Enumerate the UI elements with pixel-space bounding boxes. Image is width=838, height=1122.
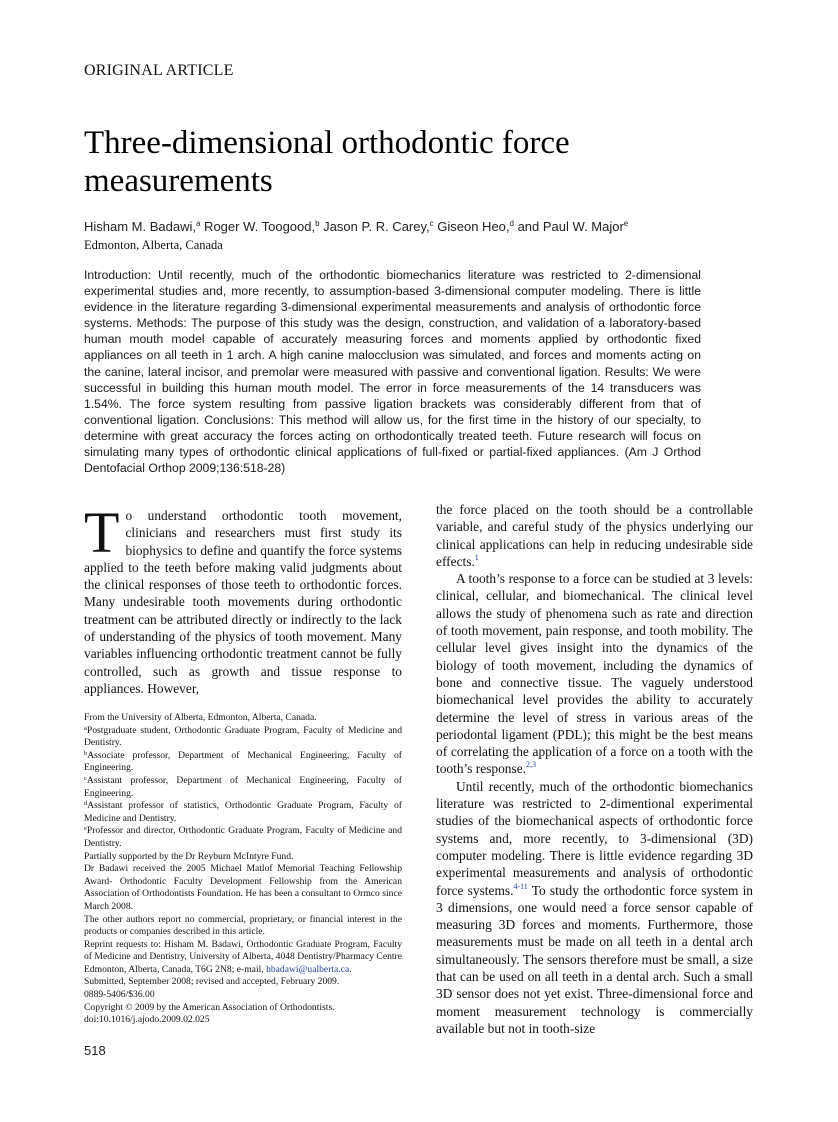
footnote-affiliation	[84, 750, 402, 775]
author-list	[84, 219, 628, 234]
author-name: Jason P. R. Carey,	[319, 219, 430, 234]
footnote-affiliation	[84, 775, 402, 800]
author-affiliation-mark: b	[315, 219, 320, 228]
author-affiliation-mark: a	[195, 219, 201, 228]
reference-link[interactable]: 4-11	[513, 881, 528, 891]
drop-cap: T	[84, 500, 120, 565]
footnote-affiliation	[84, 725, 402, 750]
affiliation-mark: c	[84, 774, 87, 782]
email-link[interactable]: hbadawi@ualberta.ca	[266, 963, 350, 975]
footnote-disclosure: The other authors report no commercial, proprietary, or financial interest in the products or companies described in this article.	[84, 913, 402, 938]
affiliation-mark: d	[84, 800, 88, 808]
paragraph-text: To study the orthodontic force system in 3 dimensions, one would need a force sensor capable of measuring 3D forces and moments. Furthermore, those measurements must be made on all teeth in a dental arch simultaneously. The sensors therefore must be small, a size that can be used on all teeth in a dental arch. Such a small 3D sensor does not yet exist. Three-dimensional force and moment measurement technology is commercially available but not in tooth-size	[436, 882, 753, 1036]
affiliation-mark: a	[84, 724, 87, 732]
footnote-submitted: Submitted, September 2008; revised and accepted, February 2009.	[84, 976, 340, 988]
footnote-funding: Partially supported by the Dr Reyburn McIntyre Fund.	[84, 850, 294, 862]
footnote-reprint	[84, 939, 402, 977]
reprint-text: Reprint requests to: Hisham M. Badawi, Orthodontic Graduate Program, Faculty of Medicine and Dentistry, University of Alberta, 4048 Dentistry/Pharmacy Centre Edmonton, Alberta, Canada, T6G 2N8; e-mail,	[84, 938, 402, 975]
footnote-affiliation	[84, 825, 402, 850]
affiliation-mark: e	[84, 825, 87, 833]
abstract: Introduction: Until recently, much of the orthodontic biomechanics literature was restricted to 2-dimensional experimental studies and, more recently, to assumption-based 3-dimensional computer modeling. There is little evidence in the literature regarding 3-dimensional experimental measurements and analysis of orthodontic force systems. Methods: The purpose of this study was the design, construction, and validation of a laboratory-based human mouth model capable of accurately measuring forces and moments applied by orthodontic fixed appliances on all teeth in 1 arch. A high canine malocclusion was simulated, and forces and moments acting on the canine, lateral incisor, and premolar were measured with passive and conventional ligation. Results: We were successful in building this human mouth model. The error in force measurements of the 14 transducers was 1.54%. The force system resulting from passive ligation brackets was considerably different from that of conventional ligation. Conclusions: This method will allow us, for the first time in the history of our specialty, to determine with great accuracy the forces acting on orthodontically treated teeth. Future research will focus on simulating many types of orthodontic clinical applications of full-fixed or partial-fixed appliances. (Am J Orthod Dentofacial Orthop 2009;136:518-28)	[84, 268, 701, 476]
paragraph	[436, 570, 753, 778]
body-column-left	[84, 500, 402, 697]
footnote-affiliation	[84, 800, 402, 825]
reference-link[interactable]: 1	[474, 552, 479, 562]
author-affiliation-mark: d	[509, 219, 514, 228]
author-name: and Paul W. Major	[513, 219, 624, 234]
page-number: 518	[84, 1043, 106, 1058]
paragraph-text: o understand orthodontic tooth movement, clinicians and researchers must first study its biophysics to define and quantify the force systems applied to the teeth before making valid judgments about the clinical responses of those teeth to orthodontic forces. Many undesirable tooth movements during orthodontic treatment can be attributed directly or indirectly to the lack of understanding of the physics of tooth movement. Many variables influencing orthodontic treatment cannot be fully controlled, such as growth and tissue response to appliances. However,	[84, 508, 402, 696]
reprint-text: .	[349, 963, 352, 975]
paragraph	[436, 501, 753, 570]
paragraph-text: A tooth’s response to a force can be studied at 3 levels: clinical, cellular, and biomechanical. The clinical level allows the study of phenomena such as rate and direction of tooth movement, pain response, and tooth mobility. The cellular level gives insight into the dynamics of the biology of tooth movement, including the dynamics of bone and connective tissue. The vaguely understood biomechanical level provides the ability to accurately determine the level of stress in various areas of the periodontal ligament (PDL); this might be the best means of correlating the application of a force on a tooth with the tooth’s response.	[436, 571, 753, 777]
author-location: Edmonton, Alberta, Canada	[84, 238, 223, 252]
intro-paragraph	[84, 500, 402, 697]
author-name: Roger W. Toogood,	[200, 219, 316, 234]
author-name: Hisham M. Badawi,	[84, 219, 196, 234]
affiliation-text: Associate professor, Department of Mechanical Engineering, Faculty of Engineering.	[84, 749, 402, 774]
footnote-price: 0889-5406/$36.00	[84, 989, 155, 1001]
author-name: Giseon Heo,	[433, 219, 510, 234]
reference-link[interactable]: 2,3	[526, 760, 537, 770]
author-affiliation-mark: e	[623, 219, 629, 228]
footnote-disclosure: Dr Badawi received the 2005 Michael Matlof Memorial Teaching Fellowship Award- Orthodontic Faculty Development Fellowship from the American Association of Orthodontists Foundation. He has been a consultant to Ormco since March 2008.	[84, 863, 402, 912]
affiliation-text: Postgraduate student, Orthodontic Graduate Program, Faculty of Medicine and Dentistry.	[84, 724, 402, 749]
body-column-right	[436, 501, 753, 1037]
footnote-copyright: Copyright © 2009 by the American Association of Orthodontists.	[84, 1001, 335, 1013]
footnote-institution: From the University of Alberta, Edmonton, Alberta, Canada.	[84, 712, 317, 723]
affiliation-mark: b	[84, 749, 88, 757]
paragraph	[436, 778, 753, 1037]
affiliation-text: Assistant professor, Department of Mechanical Engineering, Faculty of Engineering.	[84, 774, 402, 799]
author-affiliation-mark: c	[429, 219, 434, 228]
footnote-doi: doi:10.1016/j.ajodo.2009.02.025	[84, 1014, 210, 1026]
footnotes	[84, 712, 402, 1027]
paragraph-text: the force placed on the tooth should be a controllable variable, and careful study of the physics underlying our clinical applications can help in reducing undesirable side effects.	[436, 502, 753, 569]
paragraph-text: Until recently, much of the orthodontic biomechanics literature was restricted to 2-dimentional experimental studies of the biomechanical aspects of orthodontic force systems and, more recently, to 3-dimensional (3D) computer modeling. There is little evidence regarding 3D experimental measurements and analysis of orthodontic force systems.	[436, 778, 753, 898]
article-title: Three-dimensional orthodontic force measurements	[84, 125, 570, 199]
affiliation-text: Assistant professor of statistics, Orthodontic Graduate Program, Faculty of Medicine and Dentistry.	[84, 800, 402, 824]
affiliation-text: Professor and director, Orthodontic Graduate Program, Faculty of Medicine and Dentistry.	[84, 825, 402, 849]
section-label: ORIGINAL ARTICLE	[84, 62, 234, 79]
